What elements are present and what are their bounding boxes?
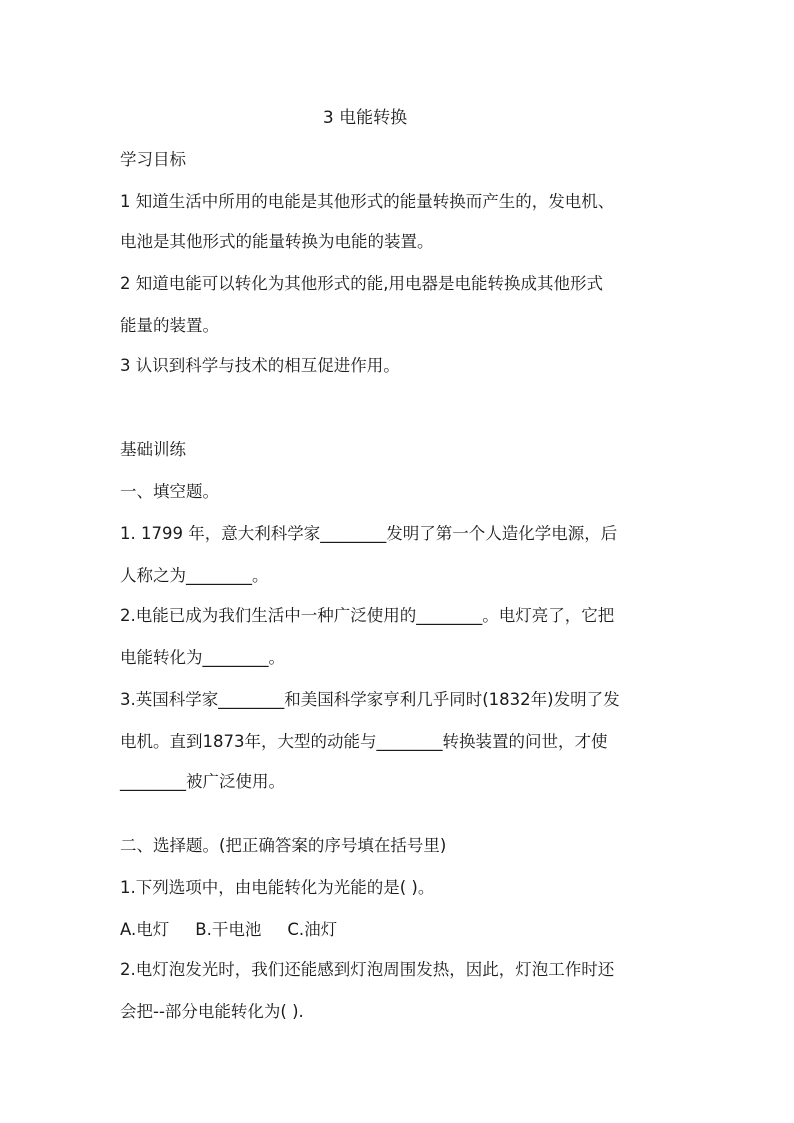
objective-line: 1 知道生活中所用的电能是其他形式的能量转换而产生的，发电机、 [120,192,615,211]
fill-question-line: 1. 1799 年，意大利科学家________发明了第一个人造化学电源，后 [120,524,618,543]
choice-question-1: 1.下列选项中，由电能转化为光能的是( )。 [120,878,435,897]
fill-question-line: 3.英国科学家________和美国科学家亨利几乎同时(1832年)发明了发 [120,690,620,709]
fill-question-line: ________被广泛使用。 [120,772,285,791]
option-c: C.油灯 [287,920,338,939]
objective-line: 能量的装置。 [120,316,219,335]
choice-question-2: 2.电灯泡发光时，我们还能感到灯泡周围发热，因此，灯泡工作时还 [120,960,615,979]
page-title: 3 电能转换 [322,108,408,128]
choice-question-2-cont: 会把--部分电能转化为( ). [120,1002,304,1021]
objective-line: 2 知道电能可以转化为其他形式的能,用电器是电能转换成其他形式 [120,274,603,293]
objective-line: 电池是其他形式的能量转换为电能的装置。 [120,232,434,251]
fill-in-heading: 一、填空题。 [120,482,219,501]
option-b: B.干电池 [195,920,262,939]
fill-question-line: 2.电能已成为我们生活中一种广泛使用的________。电灯亮了，它把 [120,606,615,625]
objectives-heading: 学习目标 [120,150,186,169]
choice-options [120,918,363,942]
objective-line: 3 认识到科学与技术的相互促进作用。 [120,356,400,375]
fill-question-line: 电机。直到1873年，大型的动能与________转换装置的问世，才使 [120,732,608,751]
option-a: A.电灯 [120,920,170,939]
choice-heading: 二、选择题。(把正确答案的序号填在括号里) [120,836,447,855]
fill-question-line: 人称之为________。 [120,566,269,585]
fill-question-line: 电能转化为________。 [120,648,285,667]
basic-training-heading: 基础训练 [120,440,186,459]
